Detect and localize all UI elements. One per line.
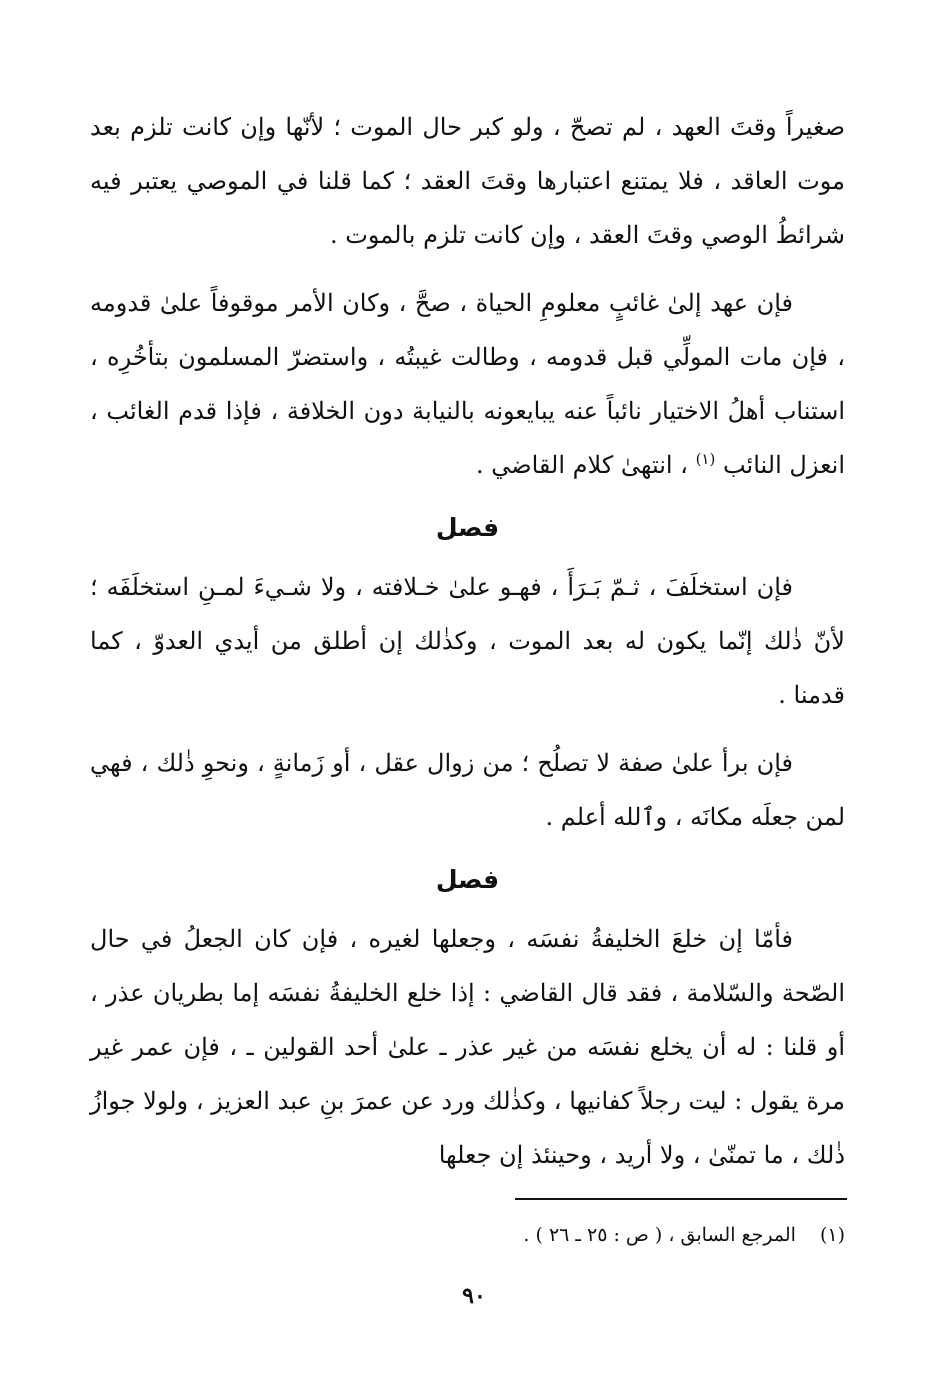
page-body: [90, 100, 845, 1196]
footnote: [400, 1218, 845, 1252]
section-1-paragraph-2: فإن برأ علىٰ صفة لا تصلُح ؛ من زوال عقل ، أو زَمانةٍ ، ونحوِ ذٰلك ، فهي لمن جعلَه مكانَه ، وٱلله أعلم .: [90, 749, 845, 831]
page-number: ٩٠: [462, 1283, 486, 1309]
paragraph-2: [90, 276, 845, 492]
section-2-paragraph-1: فأمّا إن خلعَ الخليفةُ نفسَه ، وجعلها لغيره ، فإن كان الجعلُ في حال الصّحة والسّلامة ، فقد قال القاضي : إذا خلع الخليفةُ نفسَه إما بطريان عذر ، أو قلنا : له أن يخلع نفسَه من غير عذر ـ علىٰ أحد القولين ـ ، فإن عمر غير مرة يقول : ليت رجلاً كفانيها ، وكذٰلك ورد عن عمرَ بنِ عبد العزيز ، ولولا جوازُ ذٰلك ، ما تمنّىٰ ، ولا أريد ، وحينئذ إن جعلها: [90, 925, 845, 1169]
paragraph-1: صغيراً وقتَ العهد ، لم تصحّ ، ولو كبر حال الموت ؛ لأنّها وإن كانت تلزم بعد موت العاقد ، فلا يمتنع اعتبارها وقتَ العقد ؛ كما قلنا في الموصي يعتبر فيه شرائطُ الوصي وقتَ العقد ، وإن كانت تلزم بالموت .: [90, 113, 846, 249]
footnote-text: المرجع السابق ، ( ص : ٢٥ ـ ٢٦ ) .: [523, 1224, 796, 1246]
section-heading-2: فصل: [435, 865, 500, 894]
section-1-paragraph-1: فإن استخلَفَ ، ثـمّ بَـرَأَ ، فهـو علىٰ خـلافته ، ولا شـيءَ لمـنِ استخلَفَه ؛ لأنّ ذٰلك إنّما يكون له بعد الموت ، وكذٰلك إن أطلق من أيدي العدوّ ، كما قدمنا .: [90, 573, 845, 709]
paragraph-2-text: فإن عهد إلىٰ غائبٍ معلومِ الحياة ، صحَّ ، وكان الأمر موقوفاً علىٰ قدومه ، فإن مات المولِّي قبل قدومه ، وطالت غيبتُه ، واستضرّ المسلمون بتأخُرِه ، استناب أهلُ الاختيار نائباً عنه يبايعونه بالنيابة دون الخلافة ، فإذا قدم الغائب ، انعزل النائب: [90, 289, 845, 479]
footnote-number: (١): [819, 1224, 845, 1246]
paragraph-2-tail: ، انتهىٰ كلام القاضي .: [475, 451, 688, 479]
section-heading-1: فصل: [435, 513, 500, 542]
footnote-reference[interactable]: (١): [695, 450, 716, 468]
footnote-divider: [515, 1198, 847, 1200]
